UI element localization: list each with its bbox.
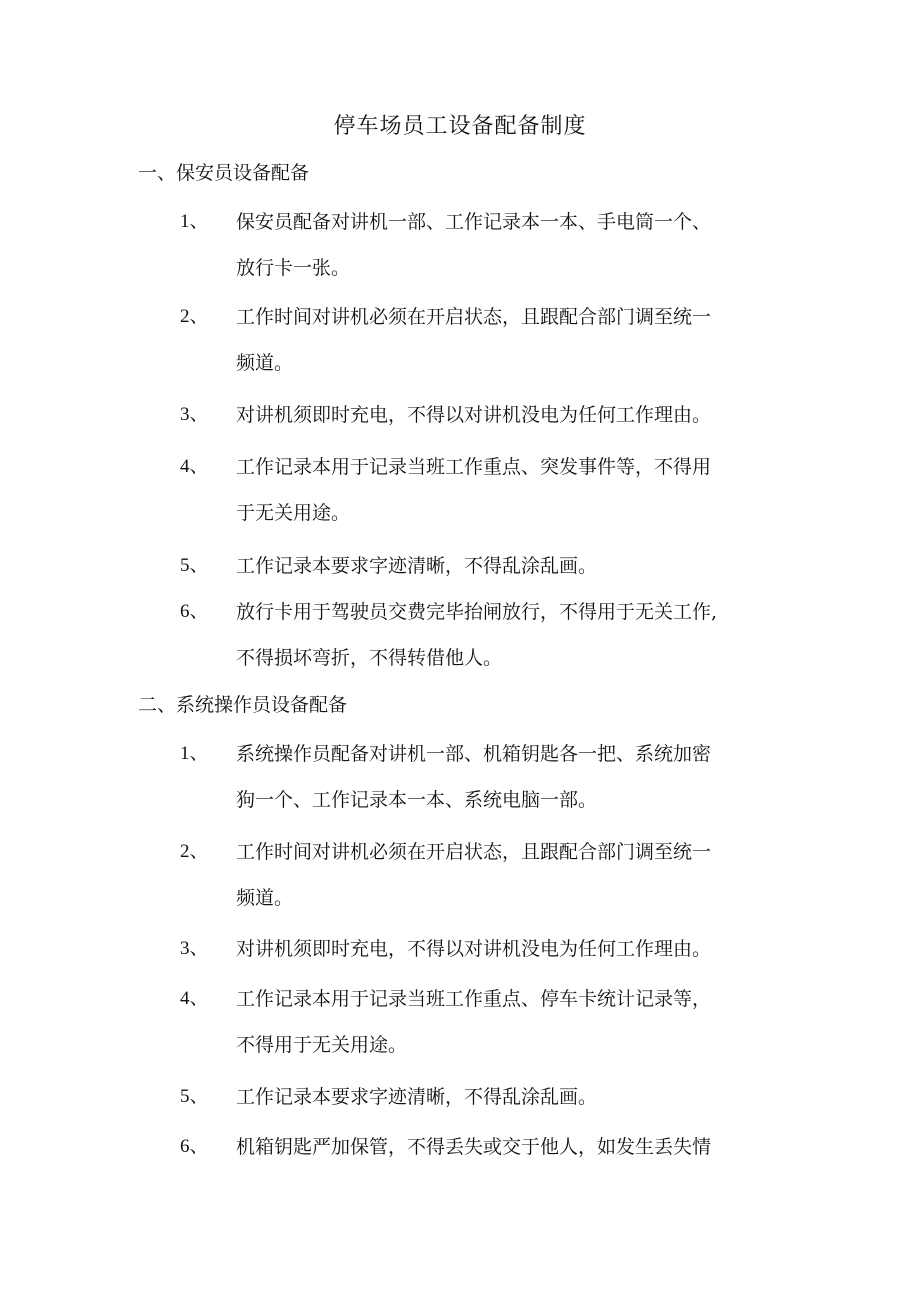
item-number: 2、 <box>180 306 209 327</box>
item-number: 5、 <box>180 1086 209 1107</box>
item-number: 4、 <box>180 988 209 1009</box>
item-text: 工作记录本要求字迹清晰，不得乱涂乱画。 <box>236 1086 598 1108</box>
item-text-continued: 于无关用途。 <box>236 502 351 524</box>
item-number: 5、 <box>180 555 209 576</box>
item-text-continued: 不得损坏弯折，不得转借他人。 <box>236 647 503 669</box>
section-heading-security: 一、保安员设备配备 <box>138 162 310 184</box>
section-heading-operator: 二、系统操作员设备配备 <box>138 694 348 716</box>
item-text-continued: 狗一个、工作记录本一本、系统电脑一部。 <box>236 789 598 811</box>
item-number: 1、 <box>180 211 209 232</box>
item-number: 1、 <box>180 743 209 764</box>
item-text: 系统操作员配备对讲机一部、机箱钥匙各一把、系统加密 <box>236 743 712 765</box>
item-number: 2、 <box>180 841 209 862</box>
item-text: 工作记录本用于记录当班工作重点、停车卡统计记录等， <box>236 988 712 1010</box>
item-text: 机箱钥匙严加保管，不得丢失或交于他人，如发生丢失情 <box>236 1136 712 1158</box>
item-number: 3、 <box>180 938 209 959</box>
item-text: 放行卡用于驾驶员交费完毕抬闸放行，不得用于无关工作, <box>236 601 718 623</box>
item-text-continued: 放行卡一张。 <box>236 257 351 279</box>
item-text: 对讲机须即时充电，不得以对讲机没电为任何工作理由。 <box>236 938 712 960</box>
item-text: 对讲机须即时充电，不得以对讲机没电为任何工作理由。 <box>236 404 712 426</box>
page-title: 停车场员工设备配备制度 <box>333 114 587 139</box>
item-text: 保安员配备对讲机一部、工作记录本一本、手电筒一个、 <box>236 211 712 233</box>
item-text-continued: 不得用于无关用途。 <box>236 1034 408 1056</box>
item-text: 工作时间对讲机必须在开启状态，且跟配合部门调至统一 <box>236 841 712 863</box>
item-text-continued: 频道。 <box>236 887 294 909</box>
item-number: 6、 <box>180 1136 209 1157</box>
item-number: 4、 <box>180 456 209 477</box>
item-number: 6、 <box>180 601 209 622</box>
item-text: 工作记录本用于记录当班工作重点、突发事件等，不得用 <box>236 456 712 478</box>
item-text-continued: 频道。 <box>236 352 294 374</box>
item-text: 工作记录本要求字迹清晰，不得乱涂乱画。 <box>236 555 598 577</box>
item-number: 3、 <box>180 404 209 425</box>
item-text: 工作时间对讲机必须在开启状态，且跟配合部门调至统一 <box>236 306 712 328</box>
